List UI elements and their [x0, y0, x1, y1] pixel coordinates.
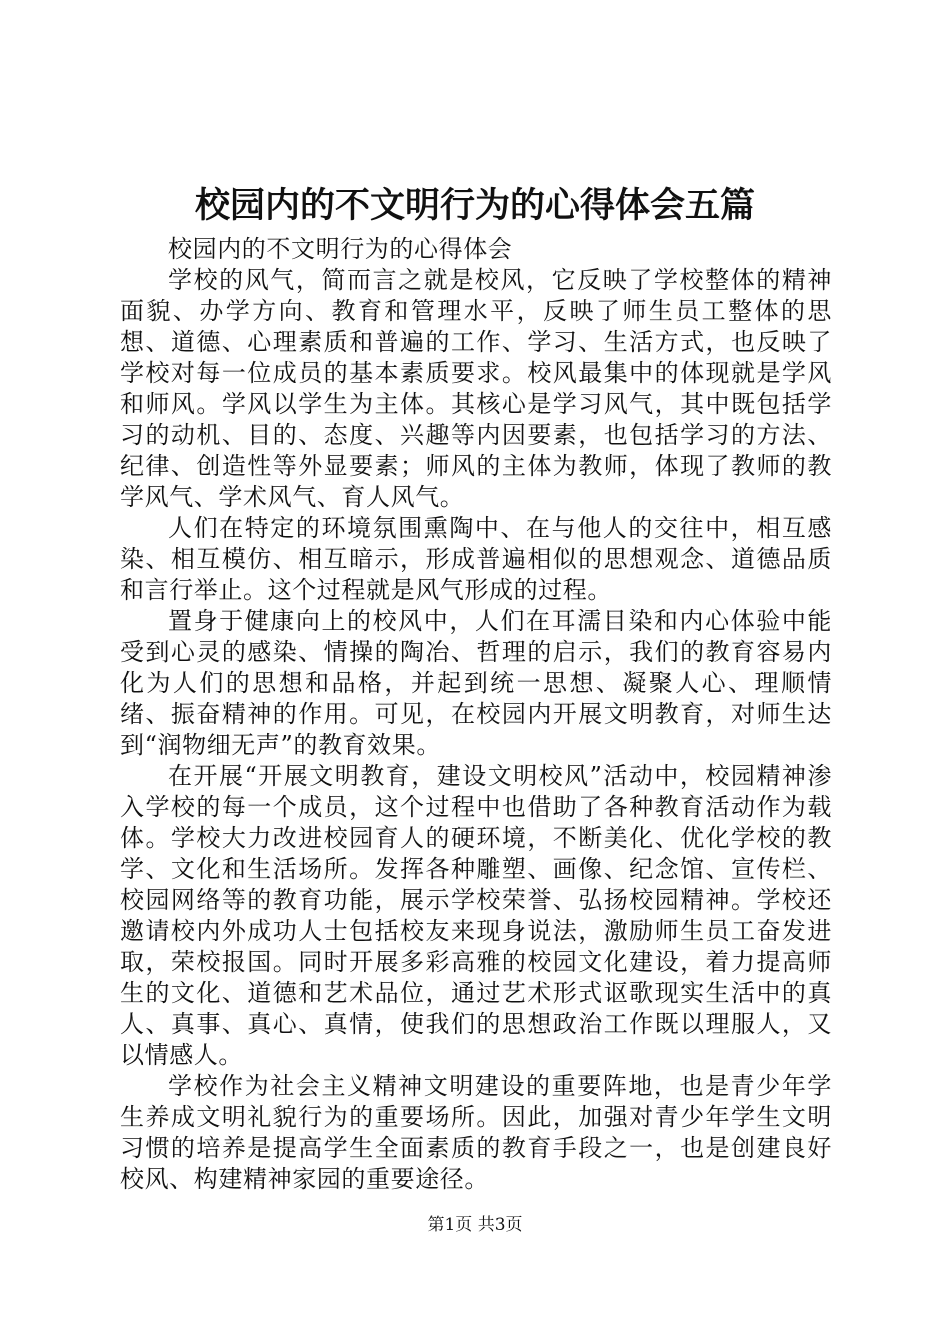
paragraph: 在开展“开展文明教育，建设文明校风”活动中，校园精神渗入学校的每一个成员，这个过程中也借助了各种教育活动作为载体。学校大力改进校园育人的硬环境，不断美化、优化学校的教学、文化和生活场所。发挥各种雕塑、画像、纪念馆、宣传栏、校园网络等的教育功能，展示学校荣誉、弘扬校园精神。学校还邀请校内外成功人士包括校友来现身说法，激励师生员工奋发进取，荣校报国。同时开展多彩高雅的校园文化建设，着力提高师生的文化、道德和艺术品位，通过艺术形式讴歌现实生活中的真人、真事、真心、真情，使我们的思想政治工作既以理服人，又以情感人。: [120, 762, 832, 1069]
paragraph: 人们在特定的环境氛围熏陶中、在与他人的交往中，相互感染、相互模仿、相互暗示，形成普遍相似的思想观念、道德品质和言行举止。这个过程就是风气形成的过程。: [120, 514, 832, 604]
paragraph: 置身于健康向上的校风中，人们在耳濡目染和内心体验中能受到心灵的感染、情操的陶冶、哲理的启示，我们的教育容易内化为人们的思想和品格，并起到统一思想、凝聚人心、理顺情绪、振奋精神的作用。可见，在校园内开展文明教育，对师生达到“润物细无声”的教育效果。: [120, 607, 832, 759]
document-subtitle: 校园内的不文明行为的心得体会: [168, 235, 513, 263]
paragraph: 学校作为社会主义精神文明建设的重要阵地，也是青少年学生养成文明礼貌行为的重要场所。因此，加强对青少年学生文明习惯的培养是提高学生全面素质的教育手段之一，也是创建良好校风、构建精神家园的重要途径。: [120, 1072, 832, 1193]
paragraph: 学校的风气，简而言之就是校风，它反映了学校整体的精神面貌、办学方向、教育和管理水平，反映了师生员工整体的思想、道德、心理素质和普遍的工作、学习、生活方式，也反映了学校对每一位成员的基本素质要求。校风最集中的体现就是学风和师风。学风以学生为主体。其核心是学习风气，其中既包括学习的动机、目的、态度、兴趣等内因要素，也包括学习的方法、纪律、创造性等外显要素；师风的主体为教师，体现了教师的教学风气、学术风气、育人风气。: [120, 266, 832, 511]
page-footer: 第1页 共3页: [427, 1215, 523, 1235]
document-body: [120, 234, 832, 1195]
document-title: 校园内的不文明行为的心得体会五篇: [194, 185, 755, 226]
